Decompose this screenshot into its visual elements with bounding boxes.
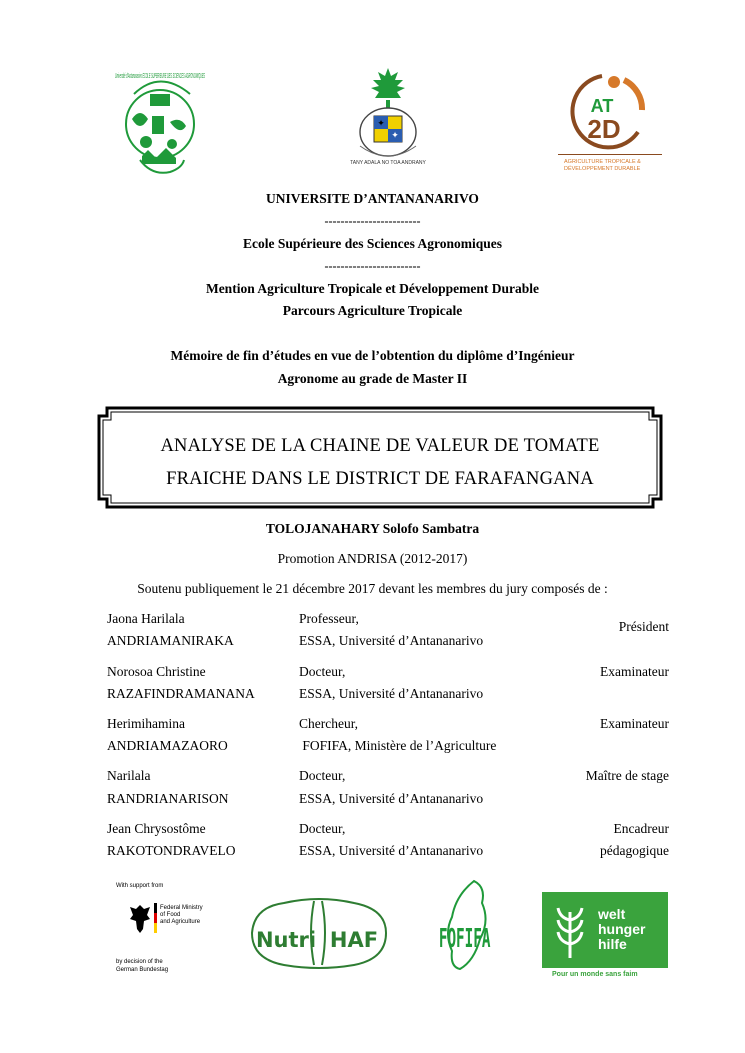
jury-last-name: RANDRIANARISON: [107, 791, 229, 806]
defense-statement: Soutenu publiquement le 21 décembre 2017 devant les membres du jury composés de :: [137, 581, 608, 596]
title-line-1: ANALYSE DE LA CHAINE DE VALEUR DE TOMATE: [160, 436, 600, 456]
title-line-2: FRAICHE DANS LE DISTRICT DE FARAFANGANA: [166, 469, 594, 489]
svg-text:AT: AT: [590, 96, 614, 116]
jury-role: Examinateur: [600, 716, 669, 731]
jury-org: FOFIFA, Ministère de l’Agriculture: [299, 738, 497, 753]
jury-title: Docteur,: [299, 664, 346, 679]
memoire-line-2: Agronome au grade de Master II: [277, 371, 468, 386]
essa-logo: [112, 64, 212, 182]
nutrihaf-text-right: HAF: [329, 928, 379, 952]
jury-first-name: Norosoa Christine: [107, 664, 206, 679]
svg-text:✦: ✦: [377, 118, 385, 128]
at2d-caption-1: AGRICULTURE TROPICALE &: [564, 159, 641, 165]
fofifa-text: FOFIFA: [438, 923, 491, 954]
jury-title: Docteur,: [299, 821, 346, 836]
bmel-logo: [116, 883, 216, 978]
parcours: Parcours Agriculture Tropicale: [282, 303, 463, 318]
title-frame: [97, 406, 663, 509]
nutrihaf-text-left: Nutri: [255, 928, 317, 952]
wheat-icon: [550, 904, 590, 960]
jury-last-name: RAKOTONDRAVELO: [107, 843, 236, 858]
mention: Mention Agriculture Tropicale et Développement Durable: [205, 281, 540, 296]
whh-line-1: welt: [598, 906, 626, 922]
university-name: UNIVERSITE D’ANTANANARIVO: [266, 191, 479, 206]
at2d-logo: [554, 70, 664, 180]
jury-first-name: Narilala: [107, 768, 151, 783]
promotion: Promotion ANDRISA (2012-2017): [277, 551, 468, 566]
jury-last-name: RAZAFINDRAMANANA: [107, 686, 255, 701]
jury-first-name: Jaona Harilala: [107, 611, 185, 626]
jury-role: Maître de stage: [585, 768, 669, 783]
fofifa-logo: [430, 877, 500, 972]
jury-org: ESSA, Université d’Antananarivo: [299, 791, 484, 806]
bmel-support-text: With support from: [116, 883, 164, 889]
svg-text:✦: ✦: [391, 130, 399, 140]
bmel-ministry-3: and Agriculture: [160, 919, 201, 925]
bmel-decision-2: German Bundestag: [116, 967, 169, 973]
german-eagle-icon: [128, 903, 152, 935]
jury-title: Chercheur,: [299, 716, 359, 731]
jury-role: Encadreur: [613, 821, 669, 836]
at2d-caption-2: DÉVELOPPEMENT DURABLE: [564, 166, 641, 172]
jury-org: ESSA, Université d’Antananarivo: [299, 843, 484, 858]
whh-logo: [542, 892, 668, 980]
memoire-line-1: Mémoire de fin d’études en vue de l’obtention du diplôme d’Ingénieur: [170, 348, 575, 363]
jury-last-name: ANDRIAMANIRAKA: [107, 633, 234, 648]
essa-seal-text: Université d'Antananarivo ECOLE SUPERIEURE DES SCIENCES AGRONOMIQUES: [115, 73, 206, 80]
jury-role-continued: pédagogique: [600, 843, 669, 858]
author-name: TOLOJANAHARY Solofo Sambatra: [265, 521, 480, 536]
bmel-ministry-2: of Food: [160, 912, 181, 918]
jury-org: ESSA, Université d’Antananarivo: [299, 686, 484, 701]
jury-title: Professeur,: [299, 611, 359, 626]
bmel-ministry-1: Federal Ministry: [160, 905, 203, 911]
jury-org: ESSA, Université d’Antananarivo: [299, 633, 484, 648]
whh-line-2: hunger: [598, 921, 646, 937]
whh-tagline: Pour un monde sans faim: [552, 971, 638, 978]
svg-text:2D: 2D: [587, 114, 621, 144]
jury-role: Président: [618, 619, 669, 634]
school-name: Ecole Supérieure des Sciences Agronomiques: [243, 236, 502, 251]
jury-last-name: ANDRIAMAZAORO: [107, 738, 228, 753]
jury-first-name: Herimihamina: [107, 716, 185, 731]
separator-2: ------------------------: [324, 259, 421, 273]
crest-motto: TANY ADALA NO TOA ANDRANY: [350, 160, 426, 166]
bmel-decision-1: by decision of the: [116, 959, 163, 965]
separator-1: ------------------------: [324, 214, 421, 228]
university-crest: [352, 66, 424, 168]
jury-role: Examinateur: [600, 664, 669, 679]
jury-first-name: Jean Chrysostôme: [107, 821, 206, 836]
nutrihaf-logo: [244, 893, 394, 973]
whh-line-3: hilfe: [598, 936, 627, 952]
jury-title: Docteur,: [299, 768, 346, 783]
